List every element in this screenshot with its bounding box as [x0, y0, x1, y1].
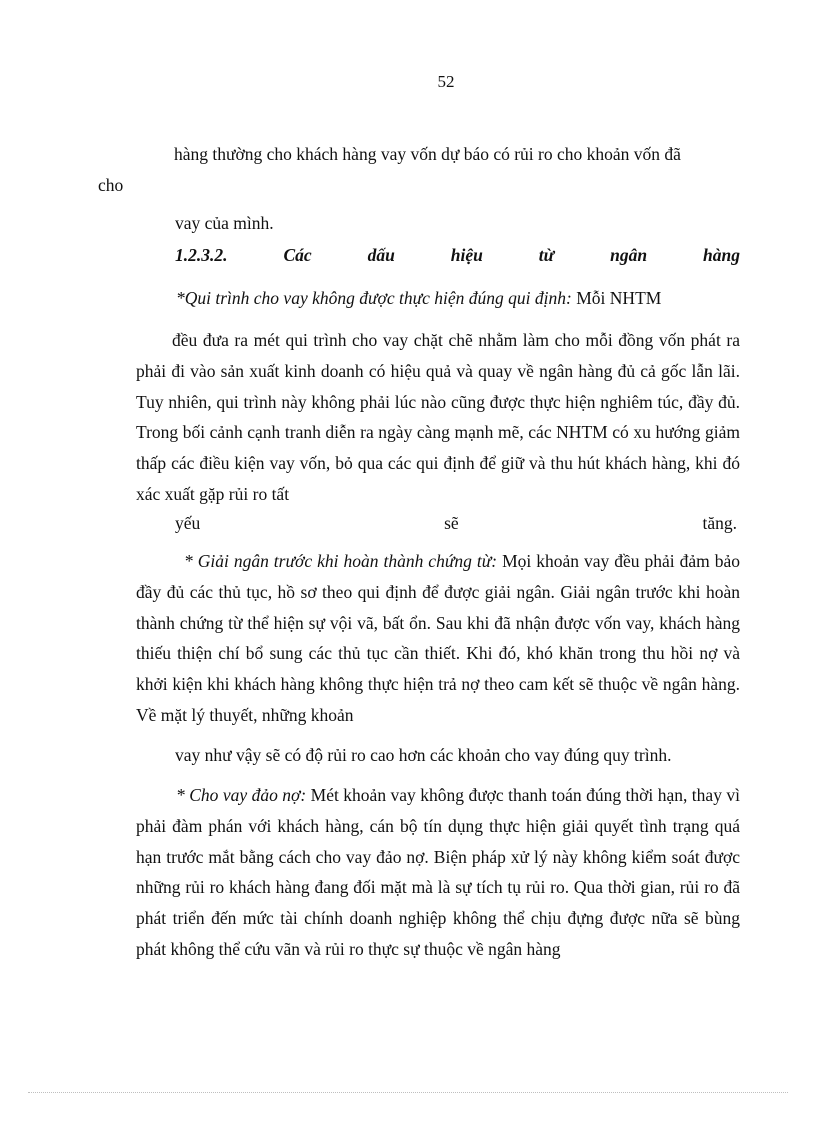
- paragraph-text: Mỗi NHTM: [571, 288, 662, 308]
- page-number: 52: [437, 72, 455, 91]
- section-heading: [175, 245, 740, 266]
- paragraph-continuation: [98, 139, 740, 201]
- heading-word: dấu: [367, 245, 395, 265]
- paragraph-disbursement: [136, 546, 740, 731]
- paragraph-line: cho: [98, 174, 124, 195]
- paragraph-tail: vay như vậy sẽ có độ rủi ro cao hơn các khoản cho vay đúng quy trình.: [175, 745, 672, 765]
- paragraph-body: đều đưa ra mét qui trình cho vay chặt chẽ nhằm làm cho mỗi đồng vốn phát ra phải đi vào sản xuất kinh doanh có hiệu quả và quay về ngân hàng đủ cả gốc lẫn lãi. Tuy nhiên, qui trình này không phải lúc nào cũng được thực hiện nghiêm túc, đầy đủ. Trong bối cảnh cạnh tranh diễn ra ngày càng mạnh mẽ, các NHTM có xu hướng giảm thấp các điều kiện vay vốn, bỏ qua các qui định để giữ và thu hút khách hàng, khi đó xác xuất gặp rủi ro tất: [136, 330, 740, 504]
- heading-number: 1.2.3.2.: [175, 245, 228, 265]
- heading-word: hiệu: [450, 245, 483, 265]
- paragraph-debt-rollover: [136, 780, 740, 965]
- subsection-title: * Giải ngân trước khi hoàn thành chứng từ:: [184, 551, 498, 571]
- heading-word: Các: [283, 245, 312, 265]
- paragraph-text: Mét khoản vay không được thanh toán đúng thời hạn, thay vì phải đàm phán với khách hàng, cán bộ tín dụng thực hiện giải quyết tình trạng quá hạn trước mắt bằng cách cho vay đảo nợ. Biện pháp xử lý này không kiểm soát được những rủi ro khách hàng đang đối mặt mà là sự tích tụ rủi ro. Qua thời gian, rủi ro đã phát triển đến mức tài chính doanh nghiệp không thể chịu đựng được nữa sẽ bùng phát không thể cứu vãn và rủi ro thực sự thuộc về ngân hàng: [136, 785, 741, 959]
- paragraph-fragment: vay của mình.: [175, 213, 274, 233]
- heading-word: ngân: [610, 245, 648, 265]
- subsection-title: * Cho vay đảo nợ:: [176, 785, 307, 805]
- footer-divider: [28, 1092, 788, 1093]
- subsection-title: *Qui trình cho vay không được thực hiện đúng qui định:: [176, 288, 572, 308]
- paragraph-loan-process: [136, 283, 740, 314]
- heading-word: từ: [538, 245, 555, 265]
- heading-word: hàng: [703, 245, 740, 265]
- paragraph-line: hàng thường cho khách hàng vay vốn dự báo có rủi ro cho khoản vốn đã: [174, 144, 681, 164]
- paragraph-text: Mọi khoản vay đều phải đảm bảo đầy đủ các thủ tục, hồ sơ theo qui định để được giải ngân. Giải ngân trước khi hoàn thành chứng từ thể hiện sự vội vã, bất ổn. Sau khi đã nhận được vốn vay, khách hàng thiếu thiện chí bổ sung các thủ tục cần thiết. Khi đó, khó khăn trong thu hồi nợ và khởi kiện khi khách hàng không thực hiện trả nợ theo cam kết sẽ thuộc về ngân hàng. Về mặt lý thuyết, những khoản: [136, 551, 740, 725]
- paragraph-tail: yếu sẽ tăng.: [175, 513, 737, 533]
